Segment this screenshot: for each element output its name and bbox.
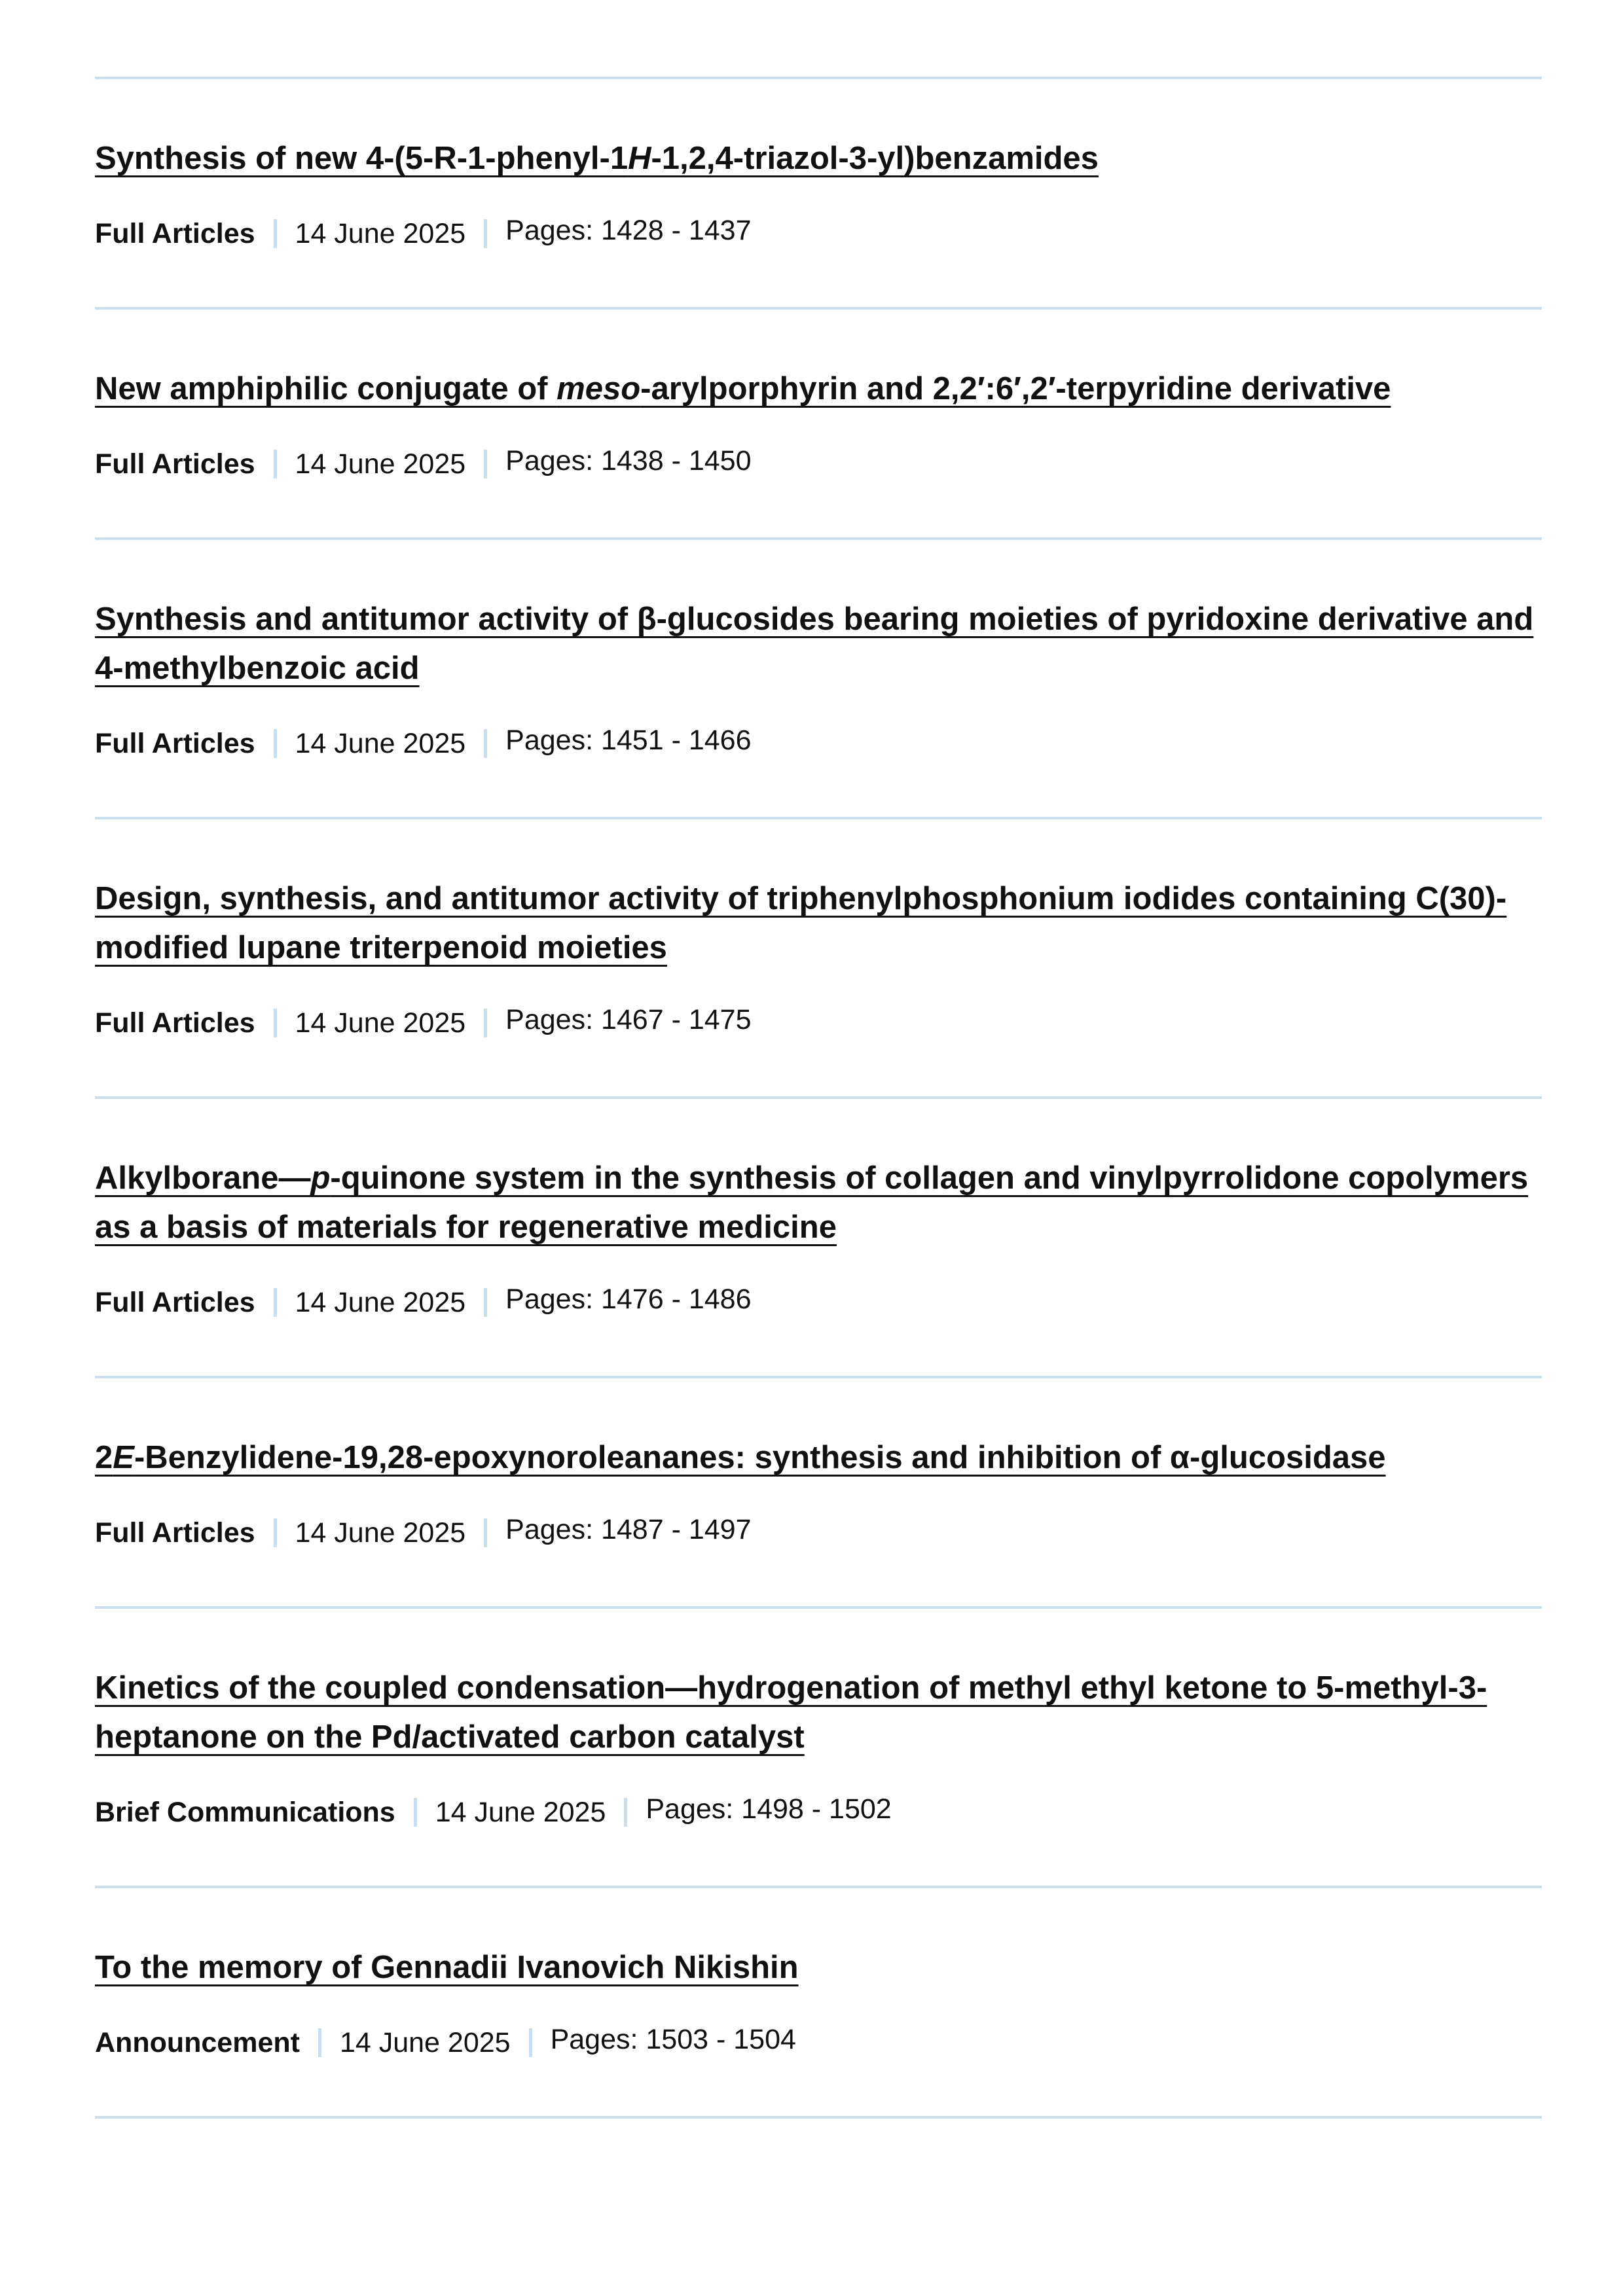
article-type: Announcement — [95, 2027, 300, 2058]
article-title-part: -Benzylidene-19,28-epoxynoroleananes: synthesis and inhibition of α-glucosidase — [134, 1440, 1386, 1475]
article-date: 14 June 2025 — [295, 728, 466, 759]
meta-separator — [274, 219, 277, 248]
divider — [95, 2116, 1542, 2119]
article-title-part: E — [113, 1440, 134, 1475]
article-date: 14 June 2025 — [295, 1007, 466, 1039]
article-type: Brief Communications — [95, 1797, 395, 1828]
article-title — [95, 1154, 1542, 1252]
article-type: Full Articles — [95, 1517, 255, 1549]
article-meta — [95, 1283, 1542, 1319]
article-item — [95, 1099, 1542, 1376]
article-pages: Pages: 1487 - 1497 — [505, 1514, 752, 1545]
article-title — [95, 1433, 1542, 1482]
article-pages: Pages: 1467 - 1475 — [505, 1004, 752, 1035]
article-type: Full Articles — [95, 728, 255, 759]
article-item — [95, 1888, 1542, 2116]
article-title-part: Alkylborane— — [95, 1160, 311, 1196]
article-title — [95, 1664, 1542, 1762]
article-title-part: New amphiphilic conjugate of — [95, 371, 557, 406]
meta-separator — [318, 2028, 321, 2057]
meta-separator — [274, 729, 277, 758]
article-title-part: Design, synthesis, and antitumor activity of triphenylphosphonium iodides containing C(30)-modified lupane triterpenoid moieties — [95, 881, 1507, 965]
meta-separator — [274, 1288, 277, 1317]
article-type: Full Articles — [95, 1007, 255, 1039]
meta-separator — [484, 1009, 487, 1037]
meta-separator — [414, 1798, 417, 1827]
article-title-link[interactable] — [95, 141, 1099, 176]
article-title-part: Kinetics of the coupled condensation—hydrogenation of methyl ethyl ketone to 5-methyl-3-heptanone on the Pd/activated carbon catalyst — [95, 1670, 1487, 1755]
article-item — [95, 79, 1542, 307]
article-list — [95, 77, 1542, 2119]
article-title-part: To the memory of Gennadii Ivanovich Nikishin — [95, 1950, 799, 1985]
article-title-link[interactable] — [95, 1160, 1528, 1245]
meta-separator — [484, 450, 487, 478]
meta-separator — [274, 1009, 277, 1037]
article-meta — [95, 1793, 1542, 1829]
article-title-part: Synthesis and antitumor activity of β-glucosides bearing moieties of pyridoxine derivative and 4-methylbenzoic acid — [95, 601, 1534, 686]
article-date: 14 June 2025 — [295, 448, 466, 480]
article-date: 14 June 2025 — [295, 218, 466, 249]
meta-separator — [274, 1518, 277, 1547]
article-title-link[interactable] — [95, 881, 1506, 965]
meta-separator — [484, 219, 487, 248]
article-date: 14 June 2025 — [339, 2027, 511, 2058]
article-title-part: -arylporphyrin and 2,2′:6′,2′-terpyridine derivative — [640, 371, 1391, 406]
article-item — [95, 310, 1542, 537]
article-title — [95, 134, 1542, 183]
article-title — [95, 874, 1542, 973]
article-meta — [95, 445, 1542, 480]
article-pages: Pages: 1428 - 1437 — [505, 215, 752, 246]
article-meta — [95, 1004, 1542, 1039]
meta-separator — [484, 1288, 487, 1317]
article-type: Full Articles — [95, 448, 255, 480]
article-date: 14 June 2025 — [295, 1517, 466, 1549]
article-meta — [95, 727, 1542, 760]
meta-separator — [624, 1798, 627, 1827]
article-title-part: p — [310, 1160, 331, 1196]
article-title-part: -quinone system in the synthesis of collagen and vinylpyrrolidone copolymers as a basis of materials for regenerative medicine — [95, 1160, 1529, 1245]
article-meta — [95, 1516, 1542, 1549]
article-pages: Pages: 1498 - 1502 — [646, 1793, 892, 1825]
article-title-part: meso — [556, 371, 641, 406]
meta-separator — [484, 1518, 487, 1547]
article-pages: Pages: 1503 - 1504 — [550, 2024, 796, 2055]
article-date: 14 June 2025 — [295, 1287, 466, 1318]
article-title-part: Synthesis of new 4-(5-R-1-phenyl-1 — [95, 141, 629, 176]
article-item — [95, 1609, 1542, 1886]
article-title-link[interactable] — [95, 601, 1533, 686]
article-title — [95, 1943, 1542, 1992]
article-pages: Pages: 1438 - 1450 — [505, 445, 752, 476]
article-title-part: 2 — [95, 1440, 113, 1475]
article-title-link[interactable] — [95, 1670, 1487, 1755]
article-type: Full Articles — [95, 218, 255, 249]
article-title-part: H — [628, 141, 651, 176]
article-title — [95, 595, 1542, 693]
meta-separator — [529, 2028, 532, 2057]
article-title-link[interactable] — [95, 1440, 1386, 1475]
article-meta — [95, 217, 1542, 250]
article-title-link[interactable] — [95, 371, 1391, 406]
meta-separator — [274, 450, 277, 478]
article-date: 14 June 2025 — [435, 1797, 606, 1828]
article-type: Full Articles — [95, 1287, 255, 1318]
article-pages: Pages: 1451 - 1466 — [505, 725, 752, 756]
article-title — [95, 365, 1542, 414]
article-title-part: -1,2,4-triazol-3-yl)benzamides — [651, 141, 1099, 176]
article-item — [95, 1378, 1542, 1606]
article-meta — [95, 2026, 1542, 2059]
article-item — [95, 819, 1542, 1096]
article-item — [95, 540, 1542, 817]
article-title-link[interactable] — [95, 1950, 799, 1985]
article-pages: Pages: 1476 - 1486 — [505, 1283, 752, 1315]
meta-separator — [484, 729, 487, 758]
